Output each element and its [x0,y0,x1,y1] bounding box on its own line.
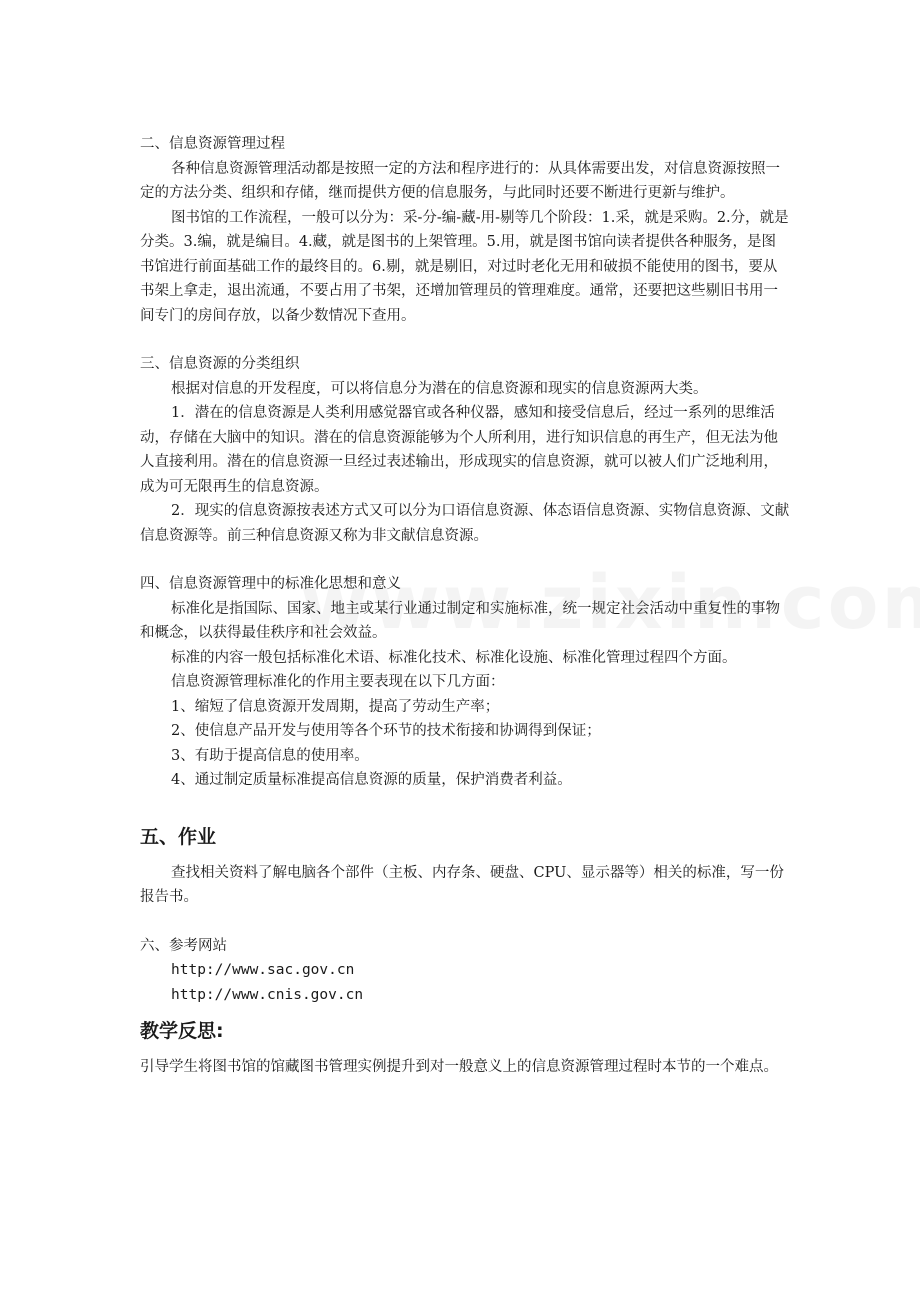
list-item: 4、通过制定质量标准提高信息资源的质量，保护消费者利益。 [171,772,572,788]
list-item: 3、有助于提高信息的使用率。 [171,747,369,764]
section5-para: 查找相关资料了解电脑各个部件（主板、内存条、硬盘、CPU、显示器等）相关的标准，写一份报告书。 [140,864,784,905]
section5-heading: 五、作业 [140,825,217,848]
section2-para-2: 图书馆的工作流程，一般可以分为：采-分-编-藏-用-剔等几个阶段：1.采，就是采购。2.分，就是分类。3.编，就是编目。4.藏，就是图书的上架管理。5.用，就是图书馆向读者提供各种服务，是图书馆进行前面基础工作的最终目的。6.剔，就是剔旧，对过时老化无用和破损不能使用的图书，要从书架上拿走，退出流通，不要占用了书架，还增加管理员的管理难度。通常，还要把这些剔旧书用一间专门的房间存放，以备少数情况下查用。 [140,209,789,324]
section4-para-2: 标准的内容一般包括标准化术语、标准化技术、标准化设施、标准化管理过程四个方面。 [171,649,737,666]
section4-para-3: 信息资源管理标准化的作用主要表现在以下几方面： [171,674,505,690]
section3-heading: 三、信息资源的分类组织 [140,356,300,372]
reference-link-sac[interactable]: http://www.sac.gov.cn [171,962,355,978]
section4-heading: 四、信息资源管理中的标准化思想和意义 [140,576,401,592]
reflection-para: 引导学生将图书馆的馆藏图书管理实例提升到对一般意义上的信息资源管理过程时本节的一个难点。 [140,1059,778,1075]
list-item: 2、使信息产品开发与使用等各个环节的技术衔接和协调得到保证； [171,723,601,739]
section4-para-1: 标准化是指国际、国家、地主或某行业通过制定和实施标准，统一规定社会活动中重复性的事物和概念，以获得最佳秩序和社会效益。 [140,600,780,641]
section3-para-1: 根据对信息的开发程度，可以将信息分为潜在的信息资源和现实的信息资源两大类。 [171,380,708,397]
reference-link-cnis[interactable]: http://www.cnis.gov.cn [171,986,364,1003]
section6-heading: 六、参考网站 [140,937,227,954]
section3-para-2: 1．潜在的信息资源是人类利用感觉器官或各种仪器，感知和接受信息后，经过一系列的思维活动，存储在大脑中的知识。潜在的信息资源能够为个人所利用，进行知识信息的再生产，但无法为他人直接利用。潜在的信息资源一旦经过表述输出，形成现实的信息资源，就可以被人们广泛地利用，成为可无限再生的信息资源。 [140,405,778,495]
reflection-heading: 教学反思: [140,1020,224,1042]
section2-heading: 二、信息资源管理过程 [140,136,285,152]
section3-para-3: 2．现实的信息资源按表述方式又可以分为口语信息资源、体态语信息资源、实物信息资源、文献信息资源等。前三种信息资源又称为非文献信息资源。 [140,503,790,544]
document-page [140,132,790,1080]
section2-para-1: 各种信息资源管理活动都是按照一定的方法和程序进行的：从具体需要出发，对信息资源按照一定的方法分类、组织和存储，继而提供方便的信息服务，与此同时还要不断进行更新与维护。 [140,160,780,201]
list-item: 1、缩短了信息资源开发周期，提高了劳动生产率； [171,698,500,715]
